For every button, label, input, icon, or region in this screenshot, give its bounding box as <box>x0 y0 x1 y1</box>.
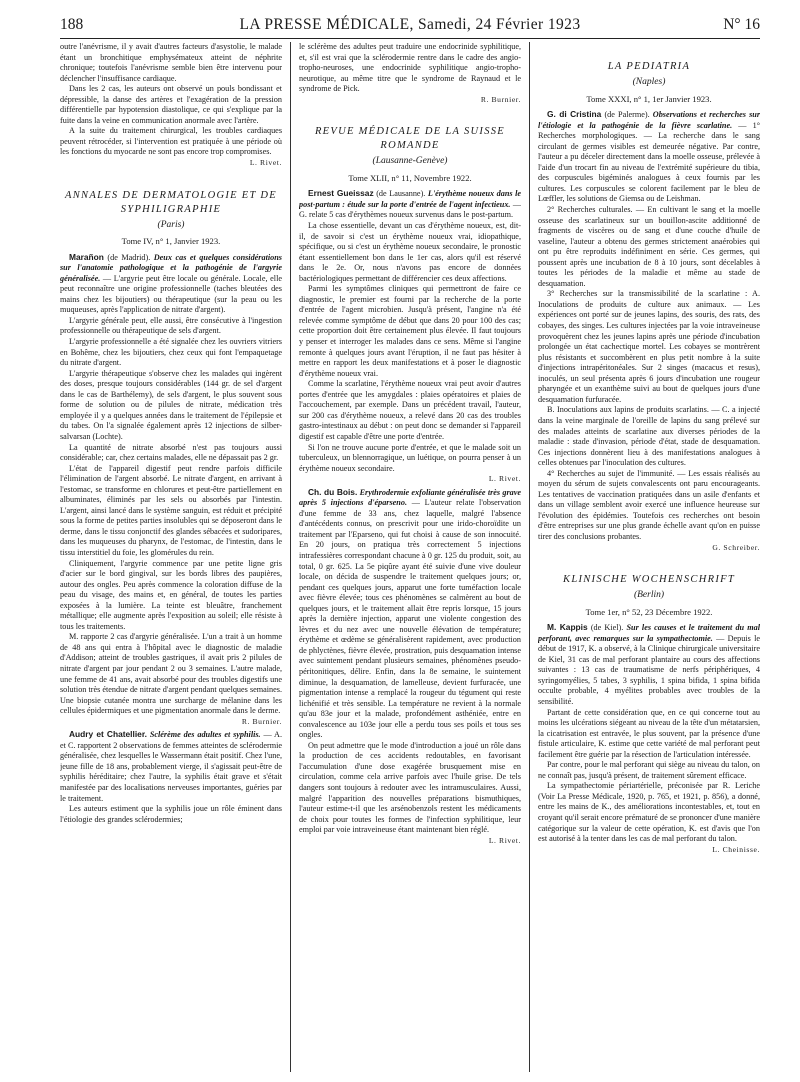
article-text: — 1° Recherches morphologiques. — La recherche dans le sang circulant de germes visibles est demeurée négative. Par contre, l'auteur a pu déceler directement dans la moelle osseuse, prélevée à l'aide d'un trocart fin au niveau de l'extrémité supérieure du tibia, des corpuscules bigéminés analogues à ceux fournis par les cultures. Les corpuscules se colorent facilement par le bleu de Lœffler, les solutions de Giemsa ou de Leishman. <box>538 120 760 204</box>
article-title: Sur les causes et le traitement du mal perforant, avec remarques sur la sympathectomie. <box>538 623 760 643</box>
paragraph: M. rapporte 2 cas d'argyrie généralisée. L'un a trait à un homme de 48 ans qui entra à l'hôpital avec le diagnostic de maladie d'Addison; atteint de troubles gastriques, il avait pris 2 pilules de nitrate d'argent par jour pendant 2 ou 3 semaines. L'autre malade, une femme de 41 ans, avait absorbé pour des troubles digestifs une solution très étendue de nitrate d'argent pendant quelques semaines. Une biopsie cutanée montra une surcharge de mélanine dans les cellules épidermiques et une pigmentation anormale dans le derme. <box>60 632 282 716</box>
paragraph: Si l'on ne trouve aucune porte d'entrée, et que le malade soit un tuberculeux, un blennorragique, un luétique, on pourra penser à un érythème noueux secondaire. <box>299 442 521 473</box>
section-gap <box>60 171 282 185</box>
article-author: Audry et Chatellier. <box>69 729 147 740</box>
journal-section-title: REVUE MÉDICALE DE LA SUISSE ROMANDE <box>314 126 506 152</box>
paragraph: outre l'anévrisme, il y avait d'autres facteurs d'asystolie, le malade étant un bronchitique emphysémateux atteint de néphrite chronique; toutefois l'anévrisme semble bien être intervenu pour déclencher l'insuffisance cardiaque. <box>60 42 282 83</box>
column-divider <box>529 42 530 1072</box>
page-header <box>60 15 760 35</box>
article-title: Deux cas et quelques considérations sur l'anatomie pathologique et la pathogénie de l'argyrie généralisée. <box>60 252 282 283</box>
paragraph: L'état de l'appareil digestif peut rendre parfois difficile l'élimination de l'argent absorbé. Le nitrate d'argent, en arrivant à l'estomac, se transforme en chlorures et peut-être partiellement en albuminates, éliminés par les sels ou absorbés par l'intestin. L'argent, ainsi lancé dans le système sanguin, est réduit et précipité sous la forme de petites parties insolubles qui se déposeront dans le derme, dans le tissu conjonctif des glandes sébacées et sudoripares, dans les muqueuses du pharynx, de l'estomac, de l'intestin, dans le tissu interstitiel du foie, les glomérules du rein. <box>60 463 282 557</box>
paragraph: Comme la scarlatine, l'érythème noueux vrai peut avoir d'autres portes d'entrée que les amygdales : plaies opératoires et plaies de l'accouchement, par exemple. Dans un précédent travail, l'auteur, sur 200 cas d'érythème noueux, a relevé dans 20 cas des troubles gastro-intestinaux au début : on peut donc se demander si l'appareil digestif est capable d'être une porte d'entrée. <box>299 379 521 441</box>
journal-city: (Paris) <box>157 219 185 230</box>
author-affiliation: (de Palerme). <box>601 110 653 120</box>
paragraph: Les auteurs estiment que la syphilis joue un rôle éminent dans l'étiologie des grandes sclérodermies; <box>60 804 282 824</box>
section-gap <box>538 555 760 569</box>
issue-number: N° 16 <box>723 16 760 33</box>
article-abstract <box>538 622 760 707</box>
journal-section-title: ANNALES DE DERMATOLOGIE ET DE SYPHILIGRAPHIE <box>65 189 277 215</box>
journal-volume: Tome XXXI, n° 1, 1er Janvier 1923. <box>586 93 712 104</box>
column-divider <box>290 42 291 1072</box>
paragraph: L'argyrie professionnelle a été signalée chez les ouvriers vitriers en Bohême, chez les bijoutiers, chez ceux qui font l'empaquetage du nitrate d'argent. <box>60 337 282 368</box>
paragraph: 3° Recherches sur la transmissibilité de la scarlatine : A. Inoculations de produits de culture aux animaux. — Les expériences ont porté sur de jeunes lapins, des souris, des rats, des cobayes, des singes. Les cultures injectées par la voie intraveineuse provoquèrent chez les jeunes lapins après une période d'incubation prolongée un état cachectique mortel. Les cobayes se montrèrent plus résistants et succombèrent en plus petit nombre à la suite d'injections intrapéritonéales. Sur 2 singes (macacus et resus), inoculés, un seul présenta après 6 jours d'incubation une rougeur pharyngée et un exanthème suivi au bout de quelques jours d'une desquamation furfuracée. <box>538 289 760 404</box>
author-signature: L. Rivet. <box>488 835 521 845</box>
paragraph: 2° Recherches culturales. — En cultivant le sang et la moelle osseuse des scarlatineux sur un bouillon-ascite additionné de fragments de viscères ou de sang et d'une couche d'huile de vaseline, l'auteur a obtenu des germes strictement anaérobies qui ont pu être reproduits indéfiniment en série. Ces germes, qui poussent après une incubation de 8 à 10 jours, sont décelables à toutes les périodes de la maladie et même au stade de desquamation. <box>538 205 760 288</box>
journal-volume: Tome 1er, n° 52, 23 Décembre 1922. <box>585 606 713 617</box>
author-signature: R. Burnier. <box>241 716 282 726</box>
section-gap <box>299 107 521 121</box>
article-title: Erythrodermie exfoliante généralisée très grave après 5 injections d'éparseno. <box>299 487 521 508</box>
paragraph: le sclérème des adultes peut traduire une endocrinide syphilitique, et, s'il est vrai que la sclérodermie rentre dans le cadre des angio-tropho-neuroses, une endocrinide syphilitique angio-tropho-neurotique, au même titre que le syndrome de Raynaud et le syndrome de Pick. <box>299 42 521 94</box>
article-title: L'érythème noueux dans le post-partum : étude sur la porte d'entrée de l'agent infectieux. <box>299 189 521 209</box>
article-text: — G. relate 5 cas d'érythèmes noueux survenus dans le post-partum. <box>299 199 521 220</box>
author-signature: L. Cheinisse. <box>712 844 760 854</box>
paragraph: La sympathectomie périartérielle, préconisée par R. Leriche (Voir La Presse Médicale, 1920, p. 765, et 1921, p. 856), a donné, entre les mains de K., des améliorations incontestables, et, tout en croyant qu'il serait encore prématuré de se prononcer d'une manière catégorique sur la valeur de cette opération, K. est d'avis que l'on est autorisé à la tenter dans les cas de mal perforant du talon. <box>538 781 760 844</box>
paragraph: L'argyrie générale peut, elle aussi, être consécutive à l'ingestion professionnelle ou thérapeutique de sels d'argent. <box>60 315 282 336</box>
journal-volume: Tome XLII, n° 11, Novembre 1922. <box>348 172 472 183</box>
article-abstract <box>60 252 282 316</box>
article-author: Ch. du Bois. <box>308 486 358 497</box>
article-abstract <box>299 188 521 221</box>
author-affiliation: (de Madrid). <box>103 252 154 262</box>
article-text: — L'auteur relate l'observation d'une femme de 33 ans, chez laquelle, malgré l'absence d'antécédents connus, on prescrivit pour une irido-choroïdite un traitement par l'Eparseno, qui fut choisi à cause de son innocuité. En 20 jours, on pratiqua très correctement 5 injections intrafessières correspondant chacune à 0 gr. 125 du produit, soit, au total, 0 gr. 625. La 5e piqûre ayant été suivie d'une vive douleur locale, on décida de suspendre le traitement quelques jours; or, pendant ces quelques jours, apparut une forte tuméfaction locale avec fièvre élevée; tous ces phénomènes se calmèrent au bout de quelques jours, et le traitement allait être repris lorsque, 15 jours après la dernière injection, apparut une violente congestion des lèvres et du nez avec une nouvelle élévation de température; érythème et œdème se généralisèrent rapidement, avec production de phlyctènes, fièvre élevée, prostration, puis desquamation intense avec suintement pendant plusieurs semaines, phénomènes pseudo-péritonitiques, délire. Enfin, dans la 8e semaine, le suintement diminue, la desquamation, de lamelleuse, devient furfuracée, une pigmentation intense a remplacé la rougeur du tégument qui reste lichénifié et très sensible. La température ne revient à la normale qu'au 83e jour et la malade, profondément asthéniée, entre en convalescence au 103e jour elle a perdu tous ses poils et tous ses ongles. <box>299 498 521 740</box>
journal-city: (Lausanne-Genève) <box>372 156 448 167</box>
paragraph: Cliniquement, l'argyrie commence par une petite ligne gris d'acier sur le bord gingival, sur les bords libres des paupières, autour des ongles. Peu après commence la coloration diffuse de la peau du visage, des mains et, en général, de toutes les parties exposées à la lumière. La teinte est bleuâtre, franchement métallique; elle augmente après l'exposition au soleil; elle résiste à tous les traitements. <box>60 558 282 631</box>
paragraph: On peut admettre que le mode d'introduction a joué un rôle dans la production de ces accidents redoutables, en favorisant l'accumulation d'une dose exagérée brusquement mise en circulation, comme cela arrive parfois avec l'huile grise. De tels dangers sont toujours à redouter avec les intramusculaires. Aussi, malgré l'apparition des nouvelles préparations bismuthiques, l'auteur estime-t-il que les arsénobenzols restent les médicaments de choix pour toutes les formes de l'infection syphilitique, leur emploi par voie intraveineuse étant maintenant bien réglé. <box>299 740 521 835</box>
article-author: Ernest Gueissaz <box>308 188 374 199</box>
author-signature: L. Rivet. <box>249 158 282 168</box>
column-right <box>538 42 760 1072</box>
header-rule <box>60 38 760 39</box>
paragraph: Partant de cette considération que, en ce qui concerne tout au moins les ulcérations siégeant au niveau de la tête d'un métatarsien, la cicatrisation est entravée, le plus souvent, par la présence d'une fistule articulaire, K. estime que cette variété de mal perforant peut facilement être guérie par la résection de l'articulation intéressée. <box>538 707 760 759</box>
article-abstract <box>538 109 760 205</box>
paragraph: A la suite du traitement chirurgical, les troubles cardiaques peuvent rétrocéder, si l'intervention est pratiquée à une période où les fonctions du myocarde ne sont pas encore trop compromises. <box>60 126 282 157</box>
article-title: Sclérème des adultes et syphilis. <box>149 730 261 740</box>
paragraph: Dans les 2 cas, les auteurs ont observé un pouls bondissant et dépressible, la danse des artères et l'exagération de la pression différentielle par hypotension diastolique, ce qui s'explique par la fuite dans la veine en communication anormale avec l'artère. <box>60 84 282 125</box>
article-abstract <box>60 729 282 804</box>
journal-city: (Berlin) <box>633 590 665 601</box>
paragraph: Parmi les symptômes cliniques qui permettront de faire ce diagnostic, le premier est fourni par la recherche de la porte d'entrée de l'agent microbien. Jusqu'à présent, l'angine n'a été relevée comme symptôme de début que dans 20 pour 100 des cas; cette proportion doit être certainement plus élevée. Il faut toujours y penser et interroger les malades dans ce sens. Même si l'angine remonte à quelques jours avant l'éruption, il ne faut pas hésiter à mettre en rapport les deux manifestations et à poser le diagnostic d'érythème noueux vrai. <box>299 284 521 378</box>
author-signature: R. Burnier. <box>480 94 521 104</box>
paragraph: L'argyrie thérapeutique s'observe chez les malades qui ingèrent des doses, presque toujours considérables (144 gr. de sel d'argent dans le cas de Barthélemy), de sels d'argent, le plus souvent sous forme de solution ou de pilules de nitrate, médication très employée il y a quelques années dans le traitement de l'épilepsie et du tabes. On l'a signalée également après 12 injections de silber-salvarsan (Lochte). <box>60 368 282 441</box>
journal-city: (Naples) <box>632 77 666 87</box>
journal-volume: Tome IV, n° 1, Janvier 1923. <box>121 236 221 247</box>
article-text: — L'argyrie peut être locale ou générale. Locale, elle peut reconnaître une origine professionnelle (taches bleutées des mains chez les bijoutiers) ou thérapeutique (sur la peau ou les muqueuses, après l'application de nitrate d'argent). <box>60 273 282 315</box>
article-abstract <box>299 487 521 741</box>
author-affiliation: (de Kiel). <box>587 623 627 633</box>
section-gap <box>538 42 760 56</box>
paragraph: La quantité de nitrate absorbé n'est pas toujours aussi considérable; car, chez certains malades, elle ne dépassait pas 2 gr. <box>60 442 282 463</box>
author-affiliation: (de Lausanne). <box>373 189 428 199</box>
column-middle <box>299 42 521 1072</box>
journal-section-title: KLINISCHE WOCHENSCHRIFT <box>563 574 735 586</box>
paragraph: Par contre, pour le mal perforant qui siège au niveau du talon, on ne connaît pas, jusqu'à présent, de traitement sûrement efficace. <box>538 760 760 780</box>
article-author: Marañon <box>69 251 104 262</box>
paragraph: La chose essentielle, devant un cas d'érythème noueux, est, dit-il, de savoir si c'est un érythème noueux vrai, idiopathique, spécifique, ou si c'est un érythème noueux secondaire, le pronostic étant essentiellement bon dans le 1er cas, alors qu'il est réservé dans le 2e. Or, nous n'avons pas encore de données bactériologiques permettant de différencier ces deux affections. <box>299 221 521 283</box>
page-number: 188 <box>60 16 84 33</box>
paragraph: 4° Recherches au sujet de l'immunité. — Les essais réalisés au moyen du sérum de sujets convalescents ont paru encourageants. Les tentatives de vaccination pratiquées dans un asile d'enfants et dans un village semblent avoir exercé une influence heureuse sur l'évolution des épidémies. Toutefois ces recherches ont besoin d'être entreprises sur une plus grande échelle avant qu'on en puisse tirer des conclusions probantes. <box>538 468 760 541</box>
article-title: Observations et recherches sur l'étiologie et la pathogénie de la fièvre scarlatine. <box>538 110 760 130</box>
article-text: — A. et C. rapportent 2 observations de femmes atteintes de sclérodermie généralisée, chez lesquelles le Wassermann était positif. Chez l'une, jeune fille de 18 ans, probablement vierge, il s'agissait peut-être de syphilis héréditaire; chez l'autre, la syphilis était grave et s'était manifestée par des localisations nerveuses importantes, guéries par le traitement. <box>60 730 282 803</box>
journal-section-title: LA PEDIATRIA <box>607 61 691 72</box>
author-signature: L. Rivet. <box>488 474 521 484</box>
author-signature: G. Schreiber. <box>712 542 760 552</box>
article-author: G. di Cristina <box>547 109 602 120</box>
paragraph: B. Inoculations aux lapins de produits scarlatins. — C. a injecté dans la veine marginale de l'oreille de lapins du sang prélevé sur des malades atteints de scarlatine aux diverses périodes de la maladie : stade d'invasion, période d'état, stade de desquamation. Ces injections donnèrent lieu à des manifestations analogues à celles obtenues par l'inoculation des cultures. <box>538 405 760 468</box>
article-author: M. Kappis <box>547 622 588 633</box>
article-text: — Depuis le début de 1917, K. a observé, à la Clinique chirurgicale universitaire de Kiel, 31 cas de mal perforant plantaire au cours des affections suivantes : 13 cas de traumatisme de nerfs périphériques, 4 syringomyélies, 5 tabes, 3 syphilis, 1 spina bifida, 1 spina bifida occulte probable, 4 myélites probables avec troubles de la sensibilité. <box>538 633 760 706</box>
column-left <box>60 42 282 1072</box>
journal-title: LA PRESSE MÉDICALE, Samedi, 24 Février 1923 <box>239 16 581 33</box>
